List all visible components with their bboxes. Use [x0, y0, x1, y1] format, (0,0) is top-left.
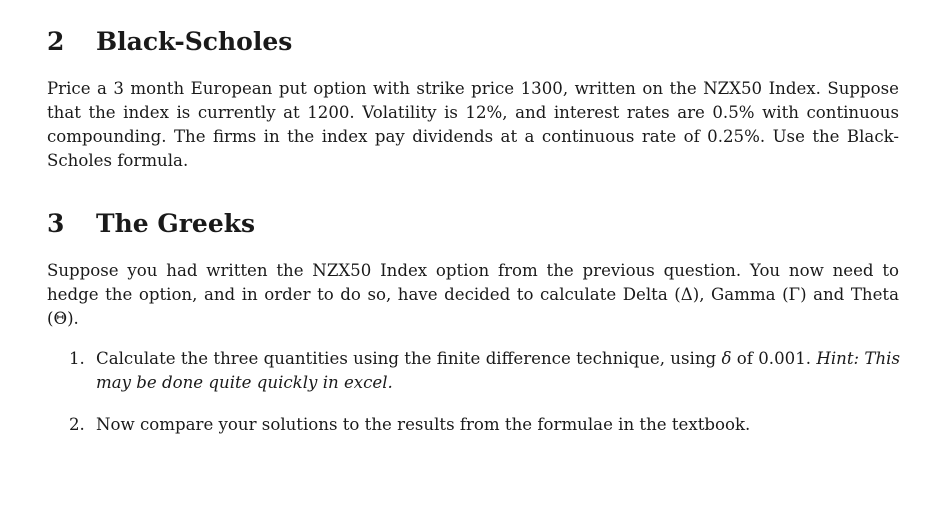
- list-item-text-run: of 0.001.: [731, 349, 817, 368]
- paragraph-line: compounding. The firms in the index pay dividends at a continuous rate of 0.25%. Use the Black-: [47, 127, 899, 146]
- list-item-line: [96, 371, 900, 395]
- list-item-text: [96, 413, 900, 437]
- section-number: 3: [47, 209, 65, 238]
- paragraph-line: that the index is currently at 1200. Volatility is 12%, and interest rates are 0.5% with continuous: [47, 103, 899, 122]
- section-number: 2: [47, 27, 65, 56]
- greeks-paragraph: [47, 259, 899, 331]
- paragraph-line: Suppose you had written the NZX50 Index option from the previous question. You now need to: [47, 261, 899, 280]
- hint-text: may be done quite quickly in excel.: [96, 373, 393, 392]
- paragraph-line: Price a 3 month European put option with strike price 1300, written on the NZX50 Index. Suppose: [47, 79, 899, 98]
- section-heading-black-scholes: [47, 27, 292, 57]
- paragraph-line: Scholes formula.: [47, 151, 189, 170]
- list-marker: 2.: [69, 415, 85, 434]
- list-item-text: [96, 347, 900, 395]
- list-marker: 1.: [69, 349, 85, 368]
- section-title: The Greeks: [96, 209, 256, 238]
- delta-symbol: δ: [721, 349, 732, 368]
- list-item-line: Now compare your solutions to the results from the formulae in the textbook.: [96, 415, 751, 434]
- hint-text: Hint: This: [816, 349, 900, 368]
- section-heading-the-greeks: [47, 209, 255, 239]
- paragraph-line: (Θ).: [47, 309, 79, 328]
- black-scholes-paragraph: [47, 77, 899, 173]
- list-item-text-run: Calculate the three quantities using the finite difference technique, using: [96, 349, 722, 368]
- list-item-line: [96, 347, 900, 371]
- section-title: Black-Scholes: [96, 27, 293, 56]
- paragraph-line: hedge the option, and in order to do so, have decided to calculate Delta (Δ), Gamma (Γ) and Theta: [47, 285, 899, 304]
